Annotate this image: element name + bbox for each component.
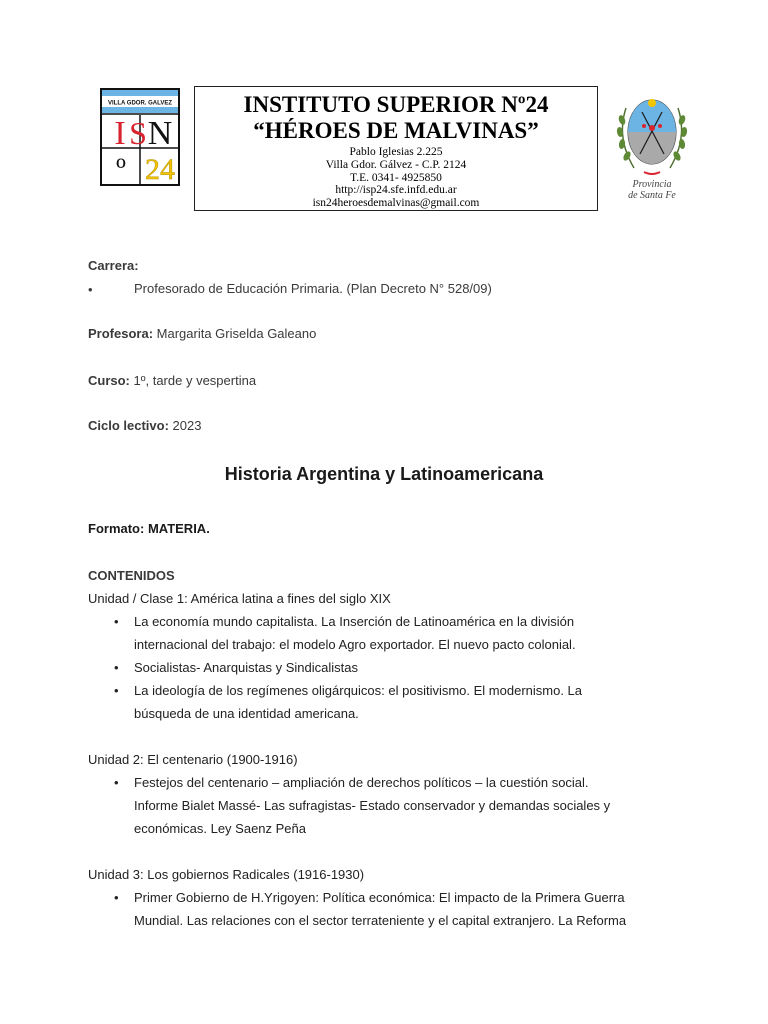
website-link[interactable]: http://isp24.sfe.infd.edu.ar bbox=[335, 184, 457, 197]
svg-text:I: I bbox=[114, 115, 126, 152]
bullet-icon: • bbox=[114, 683, 119, 698]
profesora-row bbox=[88, 326, 316, 341]
bullet-icon: • bbox=[114, 614, 119, 629]
institute-subtitle: “HÉROES DE MALVINAS” bbox=[253, 118, 539, 143]
contenidos-heading: CONTENIDOS bbox=[88, 568, 175, 583]
city: Villa Gdor. Gálvez - C.P. 2124 bbox=[325, 158, 467, 171]
seal-caption-line1: Provincia bbox=[632, 179, 672, 190]
unit-title: Unidad 2: El centenario (1900-1916) bbox=[88, 752, 298, 767]
subject-title: Historia Argentina y Latinoamericana bbox=[224, 464, 544, 484]
list-item: • Socialistas- Anarquistas y Sindicalistas bbox=[88, 656, 678, 679]
curso-row bbox=[88, 373, 256, 388]
carrera-label: Carrera: bbox=[88, 258, 139, 273]
seal-caption-line2: de Santa Fe bbox=[628, 189, 676, 201]
list-item: • La ideología de los regímenes oligárquicos: el positivismo. El modernismo. La búsqueda de una identidad americana. bbox=[88, 679, 678, 725]
bullet-icon: • bbox=[114, 775, 119, 790]
institute-header bbox=[194, 86, 598, 211]
seal-emblem-icon bbox=[614, 88, 690, 180]
list-item: • Primer Gobierno de H.Yrigoyen: Política económica: El impacto de la Primera Guerra Mundial. Las relaciones con el sector terrateniente y el capital extranjero. La Reforma bbox=[88, 886, 678, 932]
ciclo-row bbox=[88, 418, 201, 433]
address: Pablo Iglesias 2.225 bbox=[349, 146, 443, 158]
institute-name: INSTITUTO SUPERIOR Nº24 bbox=[243, 92, 549, 117]
unit-2 bbox=[88, 748, 678, 840]
svg-text:24: 24 bbox=[145, 153, 175, 186]
ciclo-value: 2023 bbox=[172, 418, 202, 433]
ciclo-label: Ciclo lectivo: bbox=[88, 418, 169, 433]
institute-logo bbox=[100, 88, 180, 186]
svg-text:º: º bbox=[116, 151, 126, 186]
formato: Formato: MATERIA. bbox=[88, 521, 210, 536]
carrera-value: Profesorado de Educación Primaria. (Plan Decreto N° 528/09) bbox=[134, 281, 492, 296]
unit-title: Unidad 3: Los gobiernos Radicales (1916-1930) bbox=[88, 867, 365, 882]
logo-caption: VILLA GDOR. GALVEZ bbox=[108, 100, 172, 107]
unit-1 bbox=[88, 587, 678, 725]
unit-3 bbox=[88, 863, 678, 932]
carrera-bullet: • bbox=[88, 282, 93, 297]
list-item: • Festejos del centenario – ampliación de derechos políticos – la cuestión social. Informe Bialet Massé- Las sufragistas- Estado conservador y demandas sociales y económicas. Ley Saenz Peña bbox=[88, 771, 678, 840]
svg-text:N: N bbox=[147, 115, 173, 152]
profesora-value: Margarita Griselda Galeano bbox=[156, 326, 317, 341]
unit-title: Unidad / Clase 1: América latina a fines del siglo XIX bbox=[88, 591, 391, 606]
bullet-icon: • bbox=[114, 660, 119, 675]
curso-value: 1º, tarde y vespertina bbox=[133, 373, 257, 388]
province-seal bbox=[614, 88, 690, 212]
phone: T.E. 0341- 4925850 bbox=[350, 171, 442, 184]
bullet-icon: • bbox=[114, 890, 119, 905]
profesora-label: Profesora: bbox=[88, 326, 154, 341]
svg-text:S: S bbox=[129, 115, 147, 151]
email-link[interactable]: isn24heroesdemalvinas@gmail.com bbox=[312, 197, 480, 210]
list-item: • La economía mundo capitalista. La Inserción de Latinoamérica en la división internacional del trabajo: el modelo Agro exportador. El nuevo pacto colonial. bbox=[88, 610, 678, 656]
curso-label: Curso: bbox=[88, 373, 130, 388]
